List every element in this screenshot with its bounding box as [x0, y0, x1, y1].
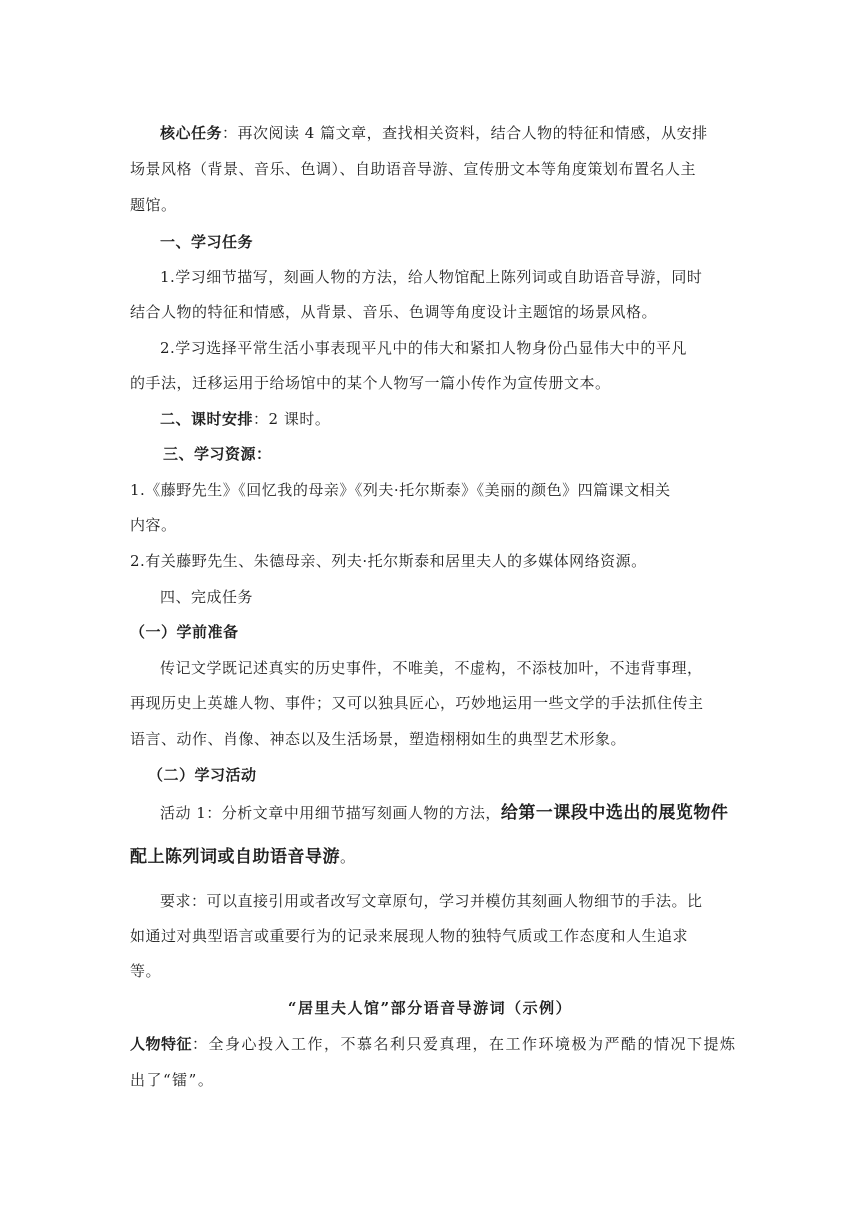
- feature-line-1: [130, 1033, 737, 1054]
- example-title: “居里夫人馆”部分语音导游词（示例）: [287, 999, 573, 1017]
- core-task-line-3: 题馆。: [130, 196, 177, 214]
- section1-item2-line1: 2.学习选择平常生活小事表现平凡中的伟大和紧扣人物身份凸显伟大中的平凡: [160, 339, 687, 357]
- section2-value: ：2 课时。: [253, 410, 331, 428]
- feature-text-1: ：全身心投入工作，不慕名利只爱真理，在工作环境极为严酷的情况下提炼: [192, 1035, 737, 1053]
- activity-1-bold-1: 给第一课段中选出的展览物件: [500, 803, 729, 823]
- feature-line-2: 出了“镭”。: [130, 1071, 215, 1089]
- section2-line: [160, 408, 760, 429]
- section2-title: 二、课时安排: [160, 410, 254, 428]
- subsection-preparation: （一）学前准备: [130, 623, 239, 641]
- section3-title: 三、学习资源：: [163, 445, 272, 463]
- prep-line-2: 再现历史上英雄人物、事件；又可以独具匠心，巧妙地运用一些文学的手法抓住传主: [130, 694, 704, 712]
- requirement-line-1: 要求：可以直接引用或者改写文章原句，学习并模仿其刻画人物细节的手法。比: [160, 892, 703, 910]
- activity-1-line1: [160, 798, 760, 823]
- subsection-activities: （二）学习活动: [148, 766, 257, 784]
- activity-1-prefix: 活动 1：分析文章中用细节描写刻画人物的方法，: [160, 804, 501, 822]
- activity-1-line2: [130, 842, 730, 867]
- core-task-line-2: 场景风格（背景、音乐、色调）、自助语音导游、宣传册文本等角度策划布置名人主: [130, 160, 697, 178]
- section1-item1-line1: 1.学习细节描写，刻画人物的方法，给人物馆配上陈列词或自助语音导游，同时: [160, 268, 703, 286]
- section1-item1-line2: 结合人物的特征和情感，从背景、音乐、色调等角度设计主题馆的场景风格。: [130, 303, 658, 321]
- section4-title: 四、完成任务: [160, 588, 254, 606]
- resource-2: 2.有关藤野先生、朱德母亲、列夫·托尔斯泰和居里夫人的多媒体网络资源。: [130, 552, 647, 570]
- section1-item2-line2: 的手法，迁移运用于给场馆中的某个人物写一篇小传作为宣传册文本。: [130, 374, 611, 392]
- resource-1-line1: 1.《藤野先生》《回忆我的母亲》《列夫·托尔斯泰》《美丽的颜色》四篇课文相关: [130, 481, 671, 499]
- requirement-line-2: 如通过对典型语言或重要行为的记录来展现人物的独特气质或工作态度和人生追求: [130, 927, 689, 945]
- section1-title: 一、学习任务: [160, 233, 254, 251]
- prep-line-3: 语言、动作、肖像、神态以及生活场景，塑造栩栩如生的典型艺术形象。: [130, 730, 627, 748]
- activity-1-bold-2: 配上陈列词或自助语音导游: [130, 847, 340, 867]
- prep-line-1: 传记文学既记述真实的历史事件，不唯美，不虚构，不添枝加叶，不违背事理，: [160, 659, 703, 677]
- core-task-line-1: [160, 122, 760, 143]
- requirement-line-3: 等。: [130, 962, 162, 980]
- resource-1-line2: 内容。: [130, 516, 177, 534]
- core-task-label: 核心任务: [160, 124, 223, 142]
- core-task-text-1: ：再次阅读 4 篇文章，查找相关资料，结合人物的特征和情感，从安排: [222, 124, 708, 142]
- feature-label: 人物特征: [130, 1035, 193, 1053]
- activity-1-end: 。: [340, 848, 356, 866]
